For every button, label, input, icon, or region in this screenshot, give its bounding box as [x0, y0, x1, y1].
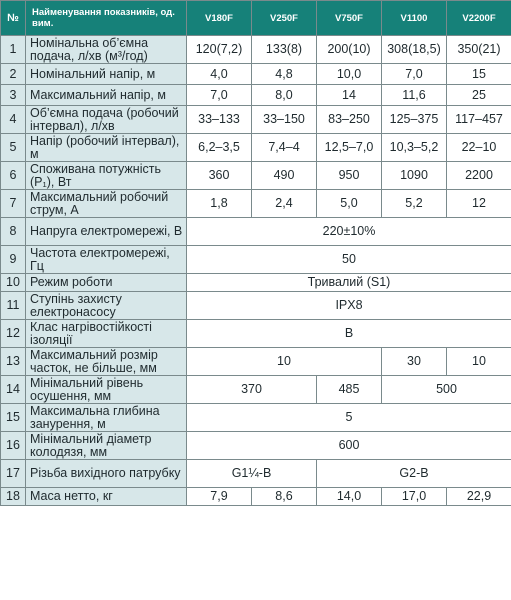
row-value: 12,5–7,0 [317, 134, 382, 162]
row-value: 350(21) [447, 36, 511, 64]
table-row [1, 85, 511, 106]
row-parameter-name: Номінальний напір, м [26, 64, 187, 85]
row-value-shared: 370 [187, 376, 317, 404]
row-value-shared: 600 [187, 432, 511, 460]
table-row [1, 348, 511, 376]
row-parameter-name: Частота електромережі, Гц [26, 246, 187, 274]
row-value: 308(18,5) [382, 36, 447, 64]
header-model-v250f: V250F [252, 1, 317, 36]
row-value-shared: 5 [187, 404, 511, 432]
row-value-shared: B [187, 320, 511, 348]
row-value-shared: Тривалий (S1) [187, 274, 511, 292]
header-model-v180f: V180F [187, 1, 252, 36]
row-value: 8,0 [252, 85, 317, 106]
table-row [1, 246, 511, 274]
row-number: 3 [1, 85, 26, 106]
header-model-v1100: V1100 [382, 1, 447, 36]
row-parameter-name: Ступінь захисту електронасосу [26, 292, 187, 320]
row-value: 485 [317, 376, 382, 404]
row-value: 8,6 [252, 488, 317, 506]
row-value: 200(10) [317, 36, 382, 64]
table-row [1, 190, 511, 218]
row-number: 15 [1, 404, 26, 432]
row-value: 4,0 [187, 64, 252, 85]
row-value: 7,0 [187, 85, 252, 106]
row-value: 133(8) [252, 36, 317, 64]
row-value: 25 [447, 85, 511, 106]
row-parameter-name: Маса нетто, кг [26, 488, 187, 506]
table-row [1, 292, 511, 320]
row-value-shared: G2-B [317, 460, 511, 488]
row-parameter-name: Мінімальний рівень осушення, мм [26, 376, 187, 404]
row-value: 2200 [447, 162, 511, 190]
row-parameter-name: Клас нагрівостійкості ізоляції [26, 320, 187, 348]
row-parameter-name: Номінальна об’ємна подача, л/хв (м³/год) [26, 36, 187, 64]
row-number: 10 [1, 274, 26, 292]
table-row [1, 460, 511, 488]
row-number: 13 [1, 348, 26, 376]
row-number: 18 [1, 488, 26, 506]
row-value: 120(7,2) [187, 36, 252, 64]
table-row [1, 218, 511, 246]
row-value: 1,8 [187, 190, 252, 218]
row-value: 7,0 [382, 64, 447, 85]
row-value: 17,0 [382, 488, 447, 506]
row-value: 10,0 [317, 64, 382, 85]
row-parameter-name: Напруга електромережі, В [26, 218, 187, 246]
row-value: 14,0 [317, 488, 382, 506]
table-row [1, 134, 511, 162]
row-number: 8 [1, 218, 26, 246]
row-value: 5,0 [317, 190, 382, 218]
row-parameter-name: Споживана потужність (P₁), Вт [26, 162, 187, 190]
header-parameter-name: Найменування показників, од. вим. [26, 1, 187, 36]
row-value: 30 [382, 348, 447, 376]
row-parameter-name: Максимальна глибина занурення, м [26, 404, 187, 432]
row-value: 4,8 [252, 64, 317, 85]
row-value-shared: 50 [187, 246, 511, 274]
row-number: 11 [1, 292, 26, 320]
row-number: 5 [1, 134, 26, 162]
row-value: 33–150 [252, 106, 317, 134]
row-value: 15 [447, 64, 511, 85]
row-value: 7,9 [187, 488, 252, 506]
row-number: 7 [1, 190, 26, 218]
row-parameter-name: Максимальний напір, м [26, 85, 187, 106]
row-number: 16 [1, 432, 26, 460]
row-value-shared: IPX8 [187, 292, 511, 320]
row-value-shared: 10 [187, 348, 382, 376]
row-parameter-name: Максимальний робочий струм, А [26, 190, 187, 218]
header-model-v2200f: V2200F [447, 1, 511, 36]
row-value: 7,4–4 [252, 134, 317, 162]
row-value-shared: 500 [382, 376, 511, 404]
table-row [1, 404, 511, 432]
row-value: 1090 [382, 162, 447, 190]
row-parameter-name: Напір (робочий інтервал), м [26, 134, 187, 162]
row-value: 33–133 [187, 106, 252, 134]
table-row [1, 274, 511, 292]
row-parameter-name: Максимальний розмір часток, не більше, мм [26, 348, 187, 376]
row-value: 117–457 [447, 106, 511, 134]
table-row [1, 432, 511, 460]
table-row [1, 488, 511, 506]
row-parameter-name: Мінімальний діаметр колодязя, мм [26, 432, 187, 460]
row-number: 17 [1, 460, 26, 488]
header-model-v750f: V750F [317, 1, 382, 36]
row-number: 2 [1, 64, 26, 85]
row-value: 11,6 [382, 85, 447, 106]
row-value-shared: 220±10% [187, 218, 511, 246]
row-value: 12 [447, 190, 511, 218]
row-value: 22,9 [447, 488, 511, 506]
row-value: 5,2 [382, 190, 447, 218]
row-value: 22–10 [447, 134, 511, 162]
header-number: № [1, 1, 26, 36]
row-value: 125–375 [382, 106, 447, 134]
row-number: 14 [1, 376, 26, 404]
table-row [1, 64, 511, 85]
row-value-shared: G1¼-B [187, 460, 317, 488]
row-value: 14 [317, 85, 382, 106]
row-number: 12 [1, 320, 26, 348]
row-number: 9 [1, 246, 26, 274]
row-value: 6,2–3,5 [187, 134, 252, 162]
table-row [1, 36, 511, 64]
row-value: 490 [252, 162, 317, 190]
row-number: 1 [1, 36, 26, 64]
row-parameter-name: Об’ємна подача (робочий інтервал), л/хв [26, 106, 187, 134]
row-number: 4 [1, 106, 26, 134]
row-value: 10,3–5,2 [382, 134, 447, 162]
table-row [1, 106, 511, 134]
table-row [1, 320, 511, 348]
row-value: 360 [187, 162, 252, 190]
row-value: 83–250 [317, 106, 382, 134]
row-parameter-name: Різьба вихідного патрубку [26, 460, 187, 488]
row-number: 6 [1, 162, 26, 190]
row-value: 10 [447, 348, 511, 376]
header-row [1, 1, 511, 36]
row-parameter-name: Режим роботи [26, 274, 187, 292]
row-value: 2,4 [252, 190, 317, 218]
table-row [1, 376, 511, 404]
table-row [1, 162, 511, 190]
row-value: 950 [317, 162, 382, 190]
